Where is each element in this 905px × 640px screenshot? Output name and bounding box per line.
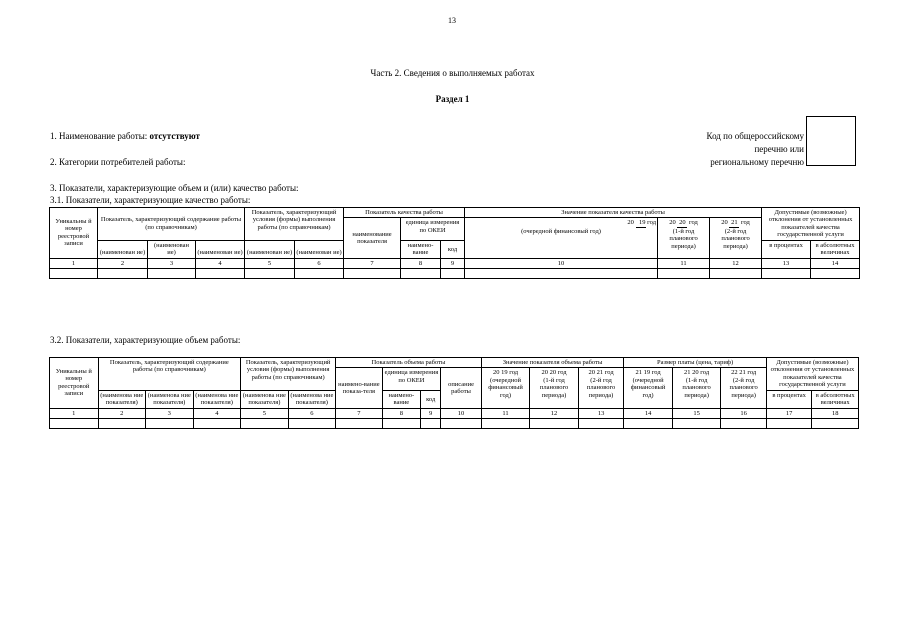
column-number: 2 <box>98 258 148 268</box>
deviation-header: Допустимые (возможные) отклонения от установленных показателей качества государственной услуги <box>766 358 858 391</box>
indicators-heading: 3. Показатели, характеризующие объем и (или) качество работы: <box>50 183 299 193</box>
unique-number-header: Уникальны й номер реестровой записи <box>50 358 99 409</box>
section-title: Раздел 1 <box>435 94 470 104</box>
deviation-absolute-header: в абсолютных величинах <box>812 390 859 408</box>
column-number: 14 <box>811 258 860 268</box>
price-header: Размер платы (цена, тариф) <box>624 358 767 368</box>
table-row <box>50 419 859 429</box>
column-number: 9 <box>421 408 441 418</box>
code-label-line-3: региональному перечню <box>710 157 804 167</box>
year-current-header: 20 19 год (очередной финансовый год) <box>465 218 658 258</box>
unit-code-header: код <box>421 390 441 408</box>
content-subcolumn-2: (наименова ние показателя) <box>146 390 194 408</box>
unit-code-header: код <box>441 240 465 258</box>
column-number: 5 <box>241 408 289 418</box>
unit-name-header: наимено-вание <box>401 240 441 258</box>
content-subcolumn-1: (наименован ие) <box>98 240 148 258</box>
quality-indicator-header: Показатель качества работы <box>344 208 465 218</box>
column-number: 4 <box>196 258 245 268</box>
code-label-line-2: перечню или <box>754 144 804 154</box>
column-number: 6 <box>295 258 344 268</box>
content-indicator-header: Показатель, характеризующий содержание работы (по справочникам) <box>98 208 245 241</box>
deviation-percent-header: в процентах <box>762 240 811 258</box>
year-plan1-header: 20 20 год (1-й год планового периода) <box>658 218 710 258</box>
column-number: 11 <box>658 258 710 268</box>
column-number: 3 <box>146 408 194 418</box>
column-number: 14 <box>624 408 673 418</box>
column-number: 6 <box>288 408 336 418</box>
column-number: 5 <box>245 258 295 268</box>
unit-name-header: наимено-вание <box>382 390 420 408</box>
conditions-subcolumn-2: (наименован ие) <box>295 240 344 258</box>
volume-value-header: Значение показателя объема работы <box>481 358 624 368</box>
price-year-current-header: 21 19 год (очередной финансовый год) <box>624 368 673 408</box>
column-number: 8 <box>382 408 420 418</box>
column-number: 3 <box>148 258 196 268</box>
column-number: 12 <box>530 408 579 418</box>
deviation-percent-header: в процентах <box>766 390 812 408</box>
column-number: 1 <box>50 408 99 418</box>
column-number: 12 <box>710 258 762 268</box>
column-number: 17 <box>766 408 812 418</box>
column-number: 4 <box>193 408 241 418</box>
column-number: 1 <box>50 258 98 268</box>
unit-header: единица измерения по ОКЕИ <box>382 368 441 390</box>
column-number: 8 <box>401 258 441 268</box>
work-name-label: 1. Наименование работы: <box>50 131 148 141</box>
volume-year-current-header: 20 19 год (очередной финансовый год) <box>481 368 530 408</box>
work-name-value: отсутствуют <box>149 131 200 141</box>
content-subcolumn-3: (наименова ние показателя) <box>193 390 241 408</box>
price-year-plan2-header: 22 21 год (2-й год планового периода) <box>721 368 767 408</box>
column-number: 10 <box>441 408 481 418</box>
volume-table <box>49 357 859 429</box>
year-plan2-header: 20 21 год (2-й год планового периода) <box>710 218 762 258</box>
quality-indicators-heading: 3.1. Показатели, характеризующие качество работы: <box>50 195 251 205</box>
column-number: 2 <box>98 408 146 418</box>
deviation-header: Допустимые (возможные) отклонения от установленных показателей качества государственной услуги <box>762 208 860 241</box>
code-label-line-1: Код по общероссийскому <box>706 131 804 141</box>
indicator-name-header: наименование показателя <box>344 218 401 258</box>
column-number: 16 <box>721 408 767 418</box>
volume-year-plan1-header: 20 20 год (1-й год планового периода) <box>530 368 579 408</box>
column-number: 7 <box>336 408 383 418</box>
quality-table <box>49 207 860 279</box>
volume-year-plan2-header: 20 21 год (2-й год планового периода) <box>578 368 624 408</box>
column-number: 10 <box>465 258 658 268</box>
column-number: 18 <box>812 408 859 418</box>
column-number: 11 <box>481 408 530 418</box>
table-row <box>50 269 860 279</box>
column-number: 7 <box>344 258 401 268</box>
conditions-indicator-header: Показатель, характеризующий условия (формы) выполнения работы (по справочникам) <box>245 208 344 241</box>
column-number: 13 <box>578 408 624 418</box>
content-subcolumn-1: (наименова ние показателя) <box>98 390 146 408</box>
conditions-subcolumn-2: (наименова ние показателя) <box>288 390 336 408</box>
content-subcolumn-3: (наименован ие) <box>196 240 245 258</box>
unit-header: единица измерения по ОКЕИ <box>401 218 465 240</box>
volume-indicator-header: Показатель объема работы <box>336 358 482 368</box>
column-number: 15 <box>672 408 721 418</box>
conditions-subcolumn-1: (наименован ие) <box>245 240 295 258</box>
conditions-indicator-header: Показатель, характеризующий условия (формы) выполнения работы (по справочникам) <box>241 358 336 391</box>
work-description-header: описание работы <box>441 368 481 408</box>
work-name-line <box>50 131 200 141</box>
column-number: 13 <box>762 258 811 268</box>
column-number: 9 <box>441 258 465 268</box>
content-subcolumn-2: (наименован ие) <box>148 240 196 258</box>
registry-code-box <box>806 116 856 166</box>
volume-indicators-heading: 3.2. Показатели, характеризующие объем работы: <box>50 335 241 345</box>
unique-number-header: Уникальны й номер реестровой записи <box>50 208 98 259</box>
consumer-category-label: 2. Категории потребителей работы: <box>50 157 186 167</box>
deviation-absolute-header: в абсолютных величинах <box>811 240 860 258</box>
quality-value-header: Значение показателя качества работы <box>465 208 762 218</box>
price-year-plan1-header: 21 20 год (1-й год планового периода) <box>672 368 721 408</box>
page-number: 13 <box>448 16 456 25</box>
part-title: Часть 2. Сведения о выполняемых работах <box>370 68 535 78</box>
content-indicator-header: Показатель, характеризующий содержание работы (по справочникам) <box>98 358 241 391</box>
indicator-name-header: наимено-вание показа-теля <box>336 368 383 408</box>
conditions-subcolumn-1: (наименова ние показателя) <box>241 390 289 408</box>
